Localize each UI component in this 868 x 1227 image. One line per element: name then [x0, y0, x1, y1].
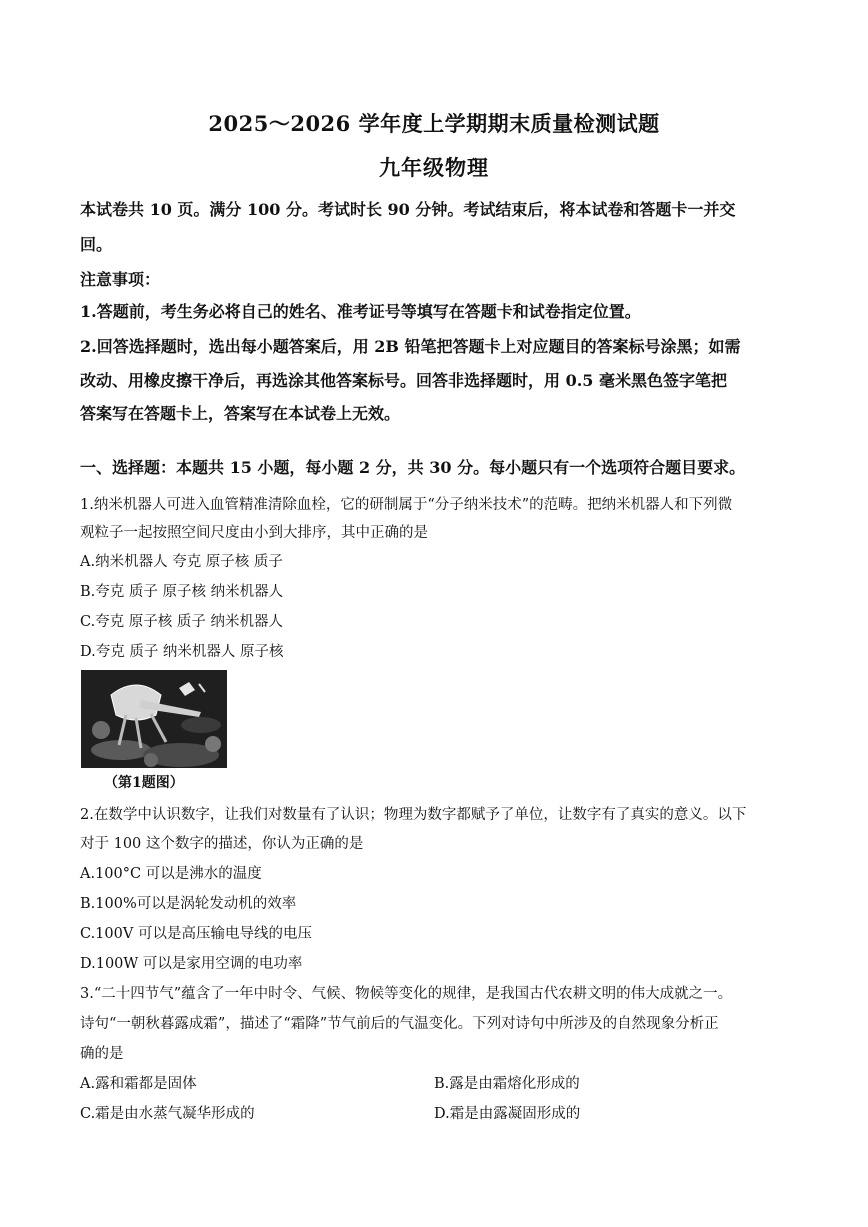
- q1-stem-line-2: 观粒子一起按照空间尺度由小到大排序，其中正确的是: [80, 525, 428, 541]
- note-2-line-2: 改动、用橡皮擦干净后，再选涂其他答案标号。回答非选择题时，用 0.5 毫米黑色签字笔把: [80, 371, 727, 390]
- exam-title: 2025～2026 学年度上学期期末质量检测试题: [208, 111, 660, 136]
- q2-option-a: A.100°C 可以是沸水的温度: [80, 866, 262, 882]
- q3-stem-line-1: 3.“二十四节气”蕴含了一年中时令、气候、物候等变化的规律，是我国古代农耕文明的伟大成就之一。: [80, 986, 733, 1002]
- q1-figure-nanorobot-image: [81, 670, 227, 768]
- q3-option-d: D.霜是由露凝固形成的: [434, 1106, 581, 1122]
- note-2-line-3: 答案写在答题卡上，答案写在本试卷上无效。: [80, 404, 401, 423]
- intro-line-2: 回。: [80, 235, 113, 254]
- note-1: 1.答题前，考生务必将自己的姓名、准考证号等填写在答题卡和试卷指定位置。: [80, 302, 641, 321]
- q2-stem-line-1: 2.在数学中认识数字，让我们对数量有了认识；物理为数字都赋予了单位，让数字有了真实的意义。以下: [80, 807, 747, 823]
- q1-option-c: C.夸克 原子核 质子 纳米机器人: [80, 614, 284, 630]
- q2-stem-line-2: 对于 100 这个数字的描述，你认为正确的是: [80, 836, 364, 852]
- q3-stem-line-2: 诗句“一朝秋暮露成霜”，描述了“霜降”节气前后的气温变化。下列对诗句中所涉及的自然现象分析正: [80, 1016, 719, 1032]
- q1-option-d: D.夸克 质子 纳米机器人 原子核: [80, 644, 284, 660]
- q3-option-a: A.露和霜都是固体: [80, 1076, 197, 1092]
- q2-option-b: B.100%可以是涡轮发动机的效率: [80, 896, 297, 912]
- q1-figure-caption: （第1题图）: [104, 775, 184, 791]
- notes-title: 注意事项：: [80, 270, 161, 289]
- section-1-heading: 一、选择题：本题共 15 小题，每小题 2 分，共 30 分。每小题只有一个选项符合题目要求。: [80, 458, 746, 477]
- q1-option-b: B.夸克 质子 原子核 纳米机器人: [80, 584, 284, 600]
- q1-stem-line-1: 1.纳米机器人可进入血管精准清除血栓，它的研制属于“分子纳米技术”的范畴。把纳米机器人和下列微: [80, 497, 733, 513]
- q3-option-b: B.露是由霜熔化形成的: [434, 1076, 580, 1092]
- exam-subject: 九年级物理: [379, 155, 489, 180]
- q2-option-c: C.100V 可以是高压输电导线的电压: [80, 926, 312, 942]
- q3-option-c: C.霜是由水蒸气凝华形成的: [80, 1106, 255, 1122]
- q3-stem-line-3: 确的是: [80, 1046, 124, 1062]
- q1-option-a: A.纳米机器人 夸克 原子核 质子: [80, 554, 283, 570]
- intro-line-1: 本试卷共 10 页。满分 100 分。考试时长 90 分钟。考试结束后，将本试卷和答题卡一并交: [80, 200, 736, 219]
- note-2-line-1: 2.回答选择题时，选出每小题答案后，用 2B 铅笔把答题卡上对应题目的答案标号涂黑；如需: [80, 337, 741, 356]
- q2-option-d: D.100W 可以是家用空调的电功率: [80, 956, 303, 972]
